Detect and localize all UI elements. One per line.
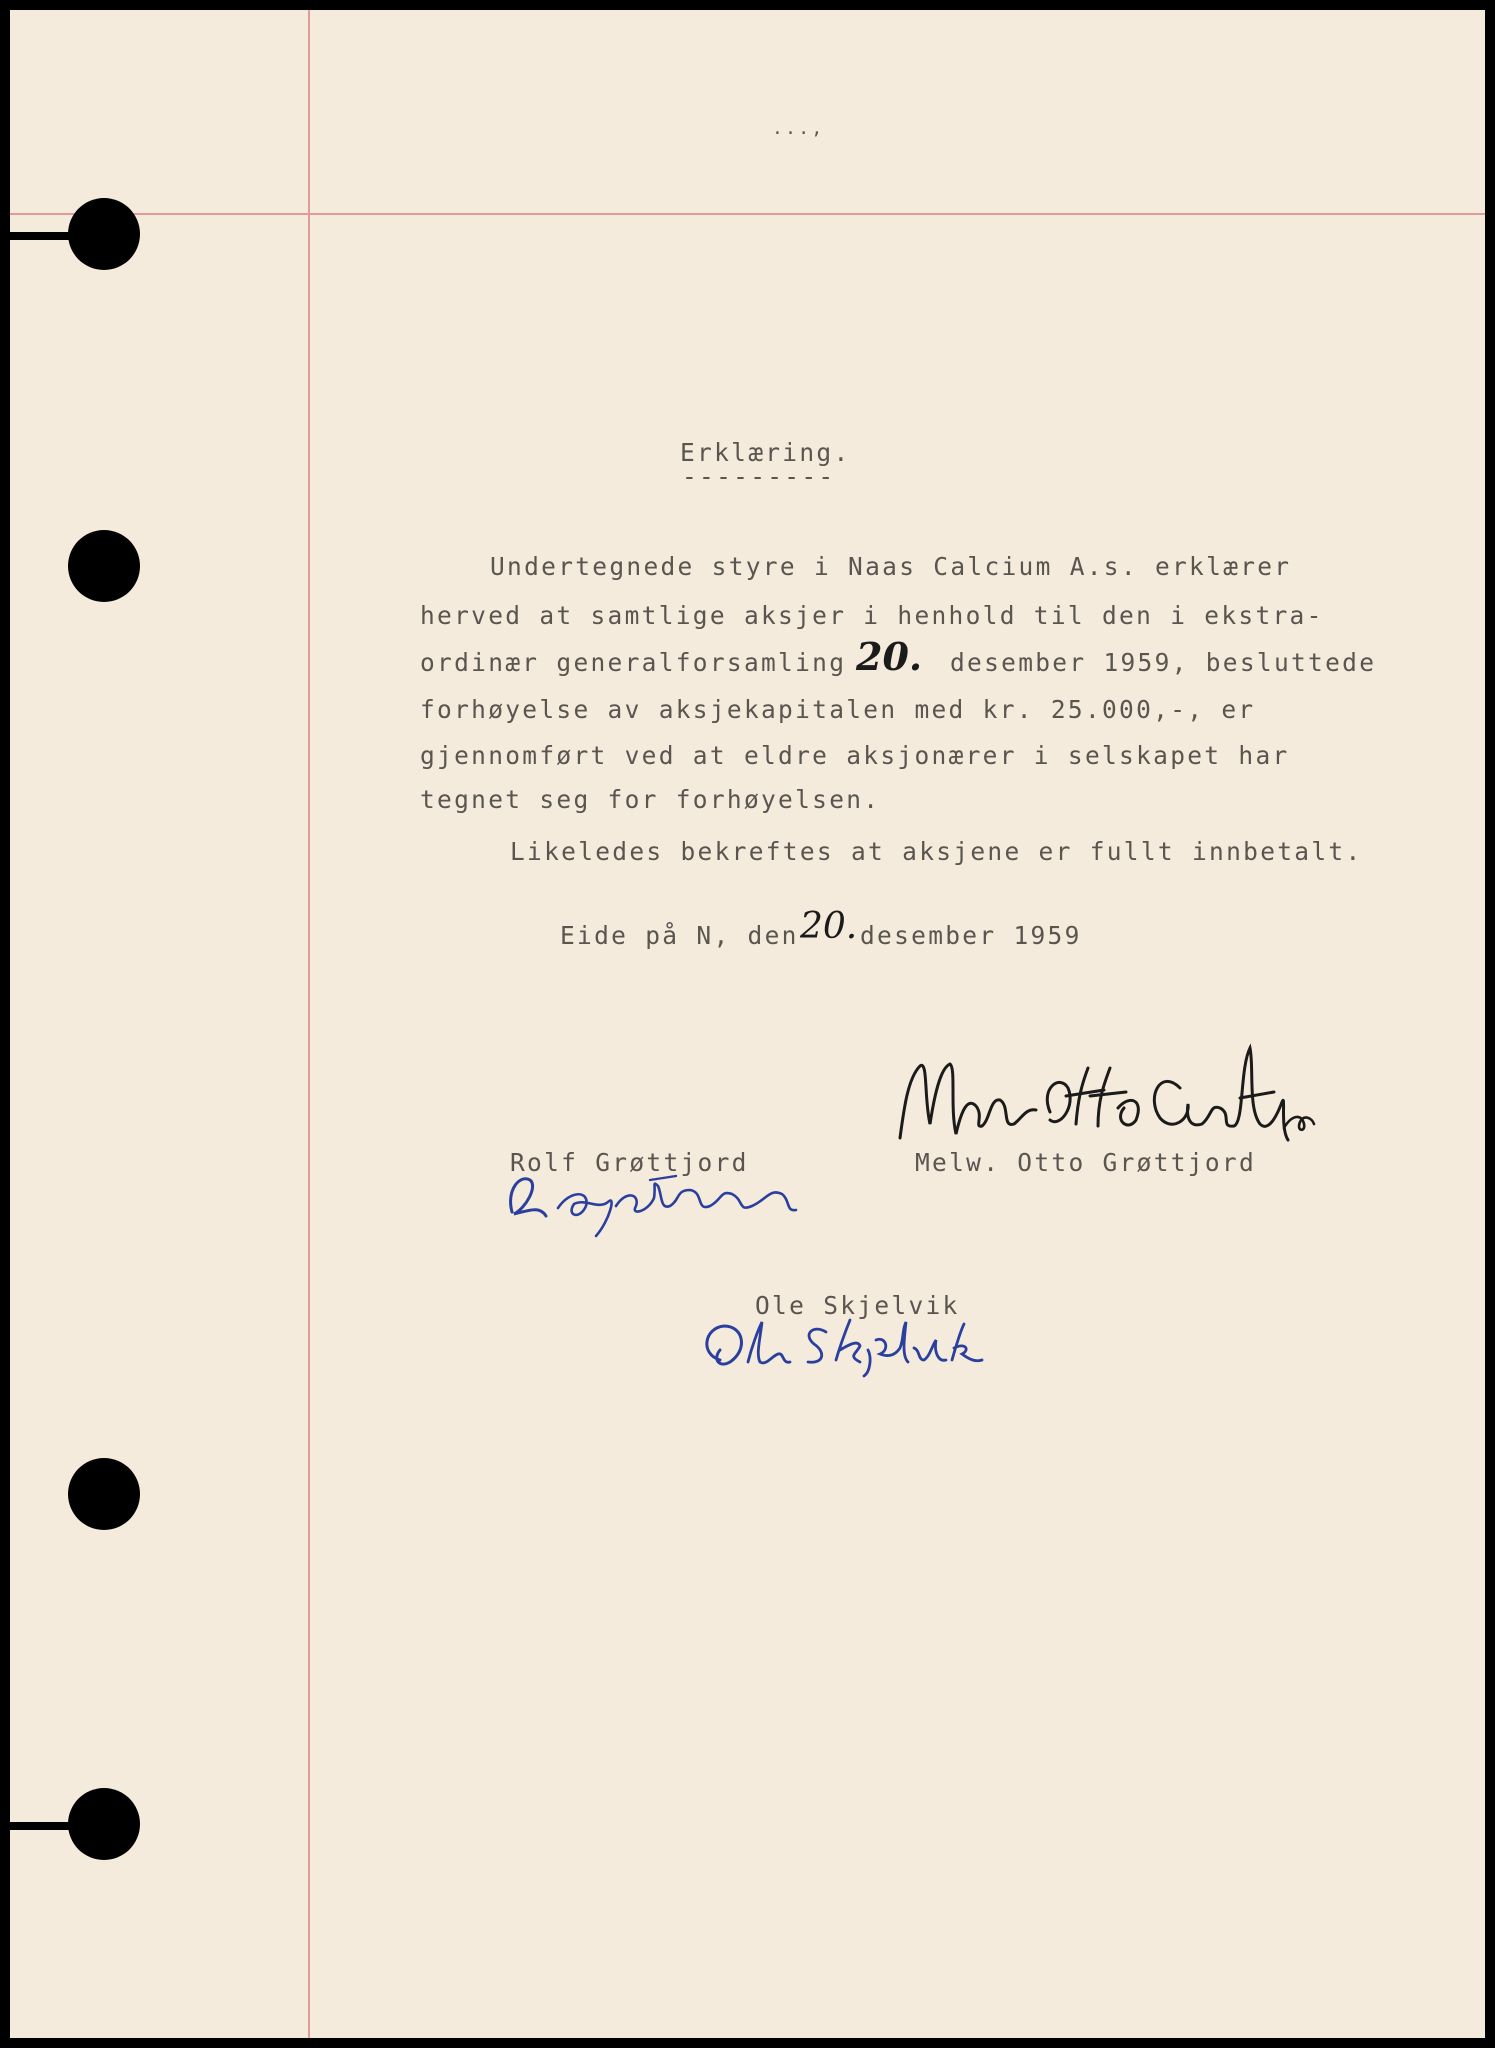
body-line-4: forhøyelse av aksjekapitalen med kr. 25.000,-, er (420, 695, 1256, 724)
body-line-5: gjennomført ved at eldre aksjonærer i selskapet har (420, 741, 1290, 770)
handwritten-date-1: 20. (856, 634, 923, 679)
title-underline: --------- (682, 462, 836, 491)
margin-rule (308, 10, 310, 2038)
binder-hole-2 (68, 530, 140, 602)
body-line-3a: ordinær generalforsamling (420, 648, 847, 677)
signature-rolf-grottjord (500, 1150, 840, 1240)
signatory-name-1: Rolf Grøttjord (510, 1148, 749, 1177)
header-mark: ..., (772, 118, 825, 139)
page-title: Erklæring. (680, 438, 851, 467)
signatory-name-3: Ole Skjelvik (755, 1291, 960, 1320)
binder-hole-tab-1 (10, 232, 80, 240)
signatory-name-2: Melw. Otto Grøttjord (915, 1148, 1257, 1177)
body-line-6: tegnet seg for forhøyelsen. (420, 785, 881, 814)
place-prefix: Eide på N, den (560, 921, 799, 950)
handwritten-date-2: 20. (800, 906, 858, 947)
body-line-3b: desember 1959, besluttede (950, 648, 1377, 677)
body-line-1: Undertegnede styre i Naas Calcium A.s. erklærer (490, 552, 1292, 581)
document-page (10, 10, 1485, 2038)
confirmation-line: Likeledes bekreftes at aksjene er fullt innbetalt. (510, 837, 1363, 866)
body-line-2: herved at samtlige aksjer i henhold til den i ekstra- (420, 601, 1324, 630)
binder-hole-tab-4 (10, 1822, 80, 1830)
header-rule (10, 213, 1485, 215)
signature-ole-skjelvik (690, 1310, 1030, 1380)
binder-hole-3 (68, 1458, 140, 1530)
place-suffix: desember 1959 (860, 921, 1082, 950)
signature-melw-otto-grottjord (890, 1028, 1320, 1168)
